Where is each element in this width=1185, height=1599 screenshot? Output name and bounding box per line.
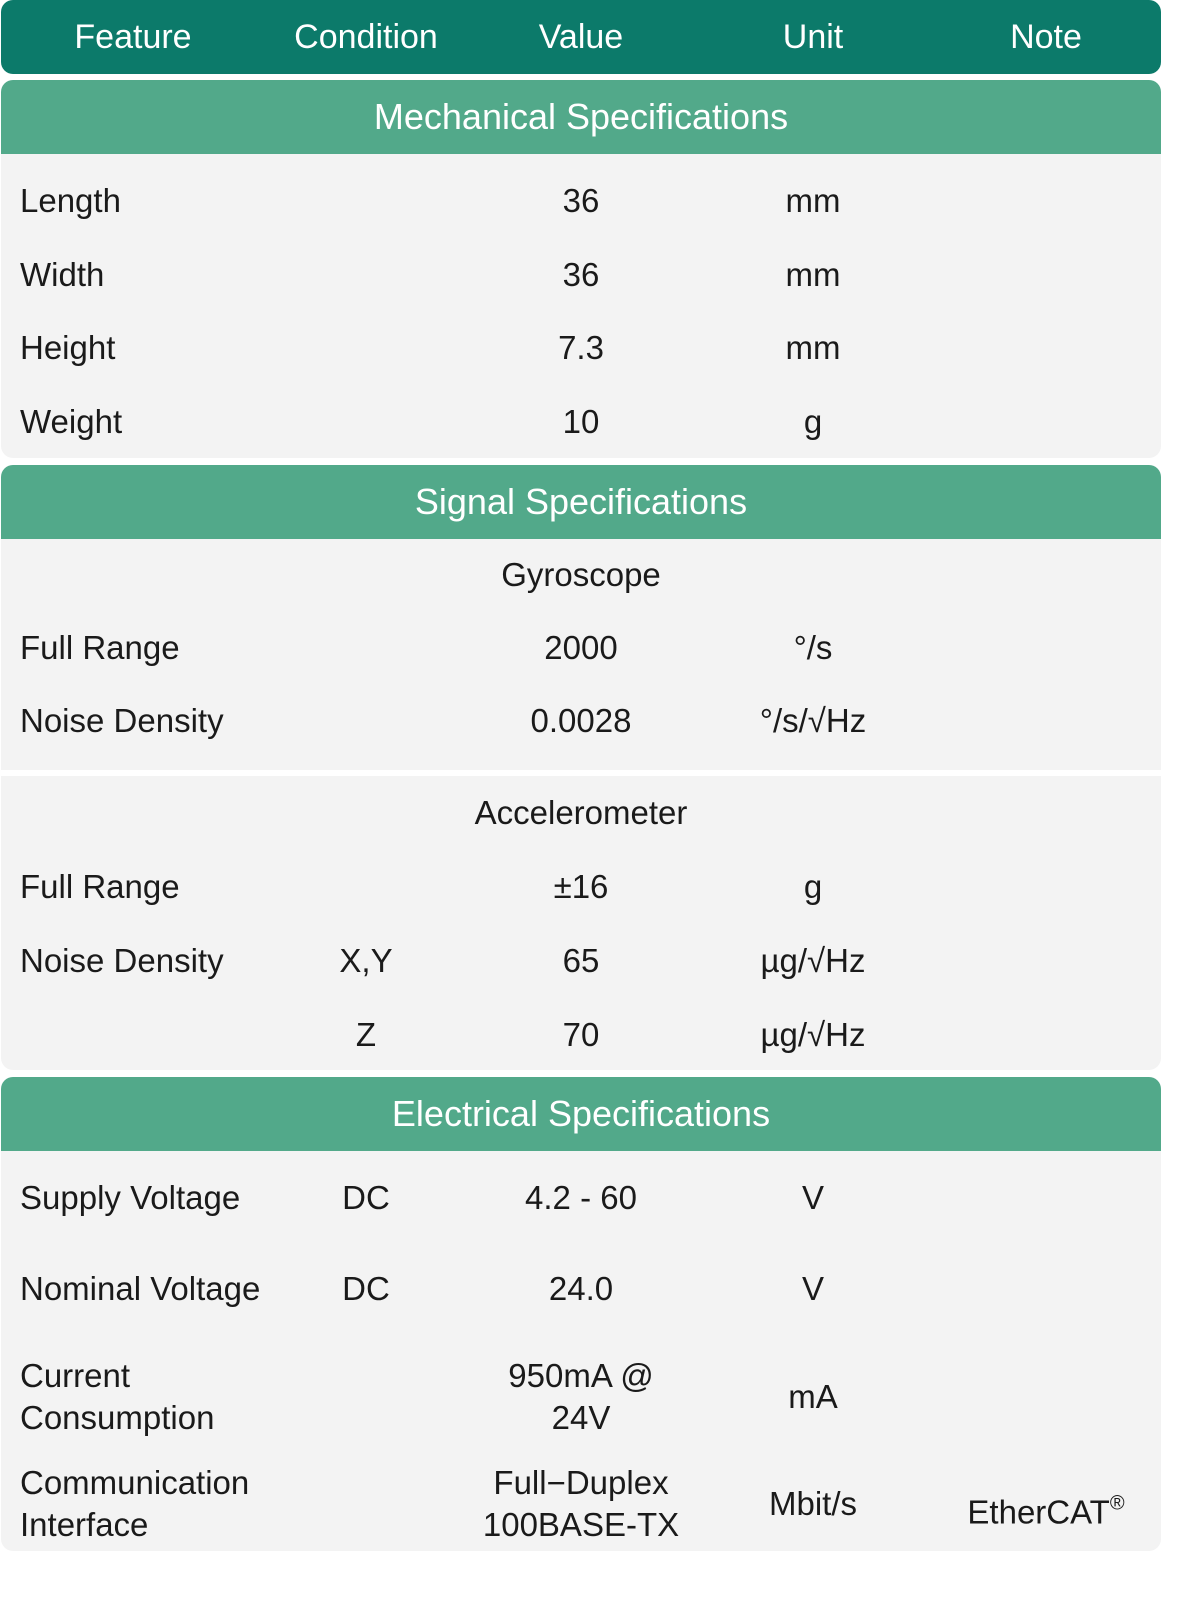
feature-cell: Weight bbox=[20, 403, 123, 440]
unit-cell: mm bbox=[785, 182, 841, 219]
value-cell: 7.3 bbox=[558, 329, 604, 366]
value-cell bbox=[466, 1462, 696, 1546]
header-feature: Feature bbox=[74, 17, 192, 56]
value-line: 24V bbox=[551, 1399, 611, 1436]
condition-cell: Z bbox=[355, 1016, 377, 1053]
section-gyroscope bbox=[1, 539, 1161, 770]
value-cell bbox=[466, 1355, 696, 1439]
value-cell: 36 bbox=[562, 256, 600, 293]
header-value: Value bbox=[538, 17, 624, 56]
feature-line: Consumption bbox=[20, 1399, 215, 1436]
feature-cell: Noise Density bbox=[20, 702, 224, 739]
value-cell: 36 bbox=[562, 182, 600, 219]
note-cell bbox=[931, 1483, 1161, 1534]
value-line: Full−Duplex bbox=[493, 1464, 669, 1501]
unit-cell: g bbox=[803, 868, 823, 905]
value-cell: 70 bbox=[562, 1016, 600, 1053]
feature-cell bbox=[20, 1355, 214, 1439]
value-cell: ±16 bbox=[553, 868, 609, 905]
unit-cell: V bbox=[801, 1179, 824, 1216]
value-line: 950mA @ bbox=[508, 1357, 654, 1394]
feature-cell: Full Range bbox=[20, 868, 180, 905]
header-unit: Unit bbox=[782, 17, 844, 56]
section-electrical bbox=[1, 1151, 1161, 1551]
unit-cell: µg/√Hz bbox=[760, 1016, 866, 1053]
unit-cell: mm bbox=[785, 329, 841, 366]
value-cell: 0.0028 bbox=[530, 702, 632, 739]
value-cell: 65 bbox=[562, 942, 600, 979]
feature-line: Interface bbox=[20, 1506, 149, 1543]
condition-cell: X,Y bbox=[339, 942, 393, 979]
note-text: EtherCAT bbox=[967, 1493, 1110, 1531]
unit-cell: Mbit/s bbox=[768, 1485, 857, 1522]
unit-cell: °/s bbox=[793, 629, 833, 666]
unit-cell: mA bbox=[788, 1378, 838, 1415]
section-mechanical bbox=[1, 154, 1161, 458]
header-condition: Condition bbox=[294, 17, 438, 56]
unit-cell: mm bbox=[785, 256, 841, 293]
feature-cell: Height bbox=[20, 329, 116, 366]
section-title-electrical: Electrical Specifications bbox=[1, 1077, 1161, 1151]
value-cell: 24.0 bbox=[548, 1270, 614, 1307]
feature-cell: Supply Voltage bbox=[20, 1179, 241, 1216]
feature-cell: Width bbox=[20, 256, 105, 293]
feature-cell: Noise Density bbox=[20, 942, 224, 979]
value-line: 100BASE-TX bbox=[482, 1506, 680, 1543]
section-title-signal: Signal Specifications bbox=[1, 465, 1161, 539]
feature-cell: Length bbox=[20, 182, 121, 219]
unit-cell: °/s/√Hz bbox=[759, 702, 867, 739]
feature-cell: Nominal Voltage bbox=[20, 1270, 261, 1307]
subsection-label-gyroscope: Gyroscope bbox=[501, 556, 661, 593]
unit-cell: µg/√Hz bbox=[760, 942, 866, 979]
condition-cell: DC bbox=[342, 1179, 390, 1216]
feature-cell: Full Range bbox=[20, 629, 180, 666]
value-cell: 4.2 - 60 bbox=[525, 1179, 637, 1216]
section-title-mechanical: Mechanical Specifications bbox=[1, 80, 1161, 154]
subsection-label-accelerometer: Accelerometer bbox=[474, 794, 688, 831]
feature-line: Current bbox=[20, 1357, 131, 1394]
unit-cell: g bbox=[803, 403, 823, 440]
condition-cell: DC bbox=[342, 1270, 390, 1307]
registered-mark: ® bbox=[1109, 1492, 1125, 1515]
table-header bbox=[1, 0, 1161, 74]
unit-cell: V bbox=[801, 1270, 824, 1307]
value-cell: 2000 bbox=[544, 629, 618, 666]
value-cell: 10 bbox=[562, 403, 600, 440]
section-accelerometer bbox=[1, 776, 1161, 1070]
feature-line: Communication bbox=[20, 1464, 250, 1501]
feature-cell bbox=[20, 1462, 249, 1546]
header-note: Note bbox=[1010, 17, 1082, 56]
